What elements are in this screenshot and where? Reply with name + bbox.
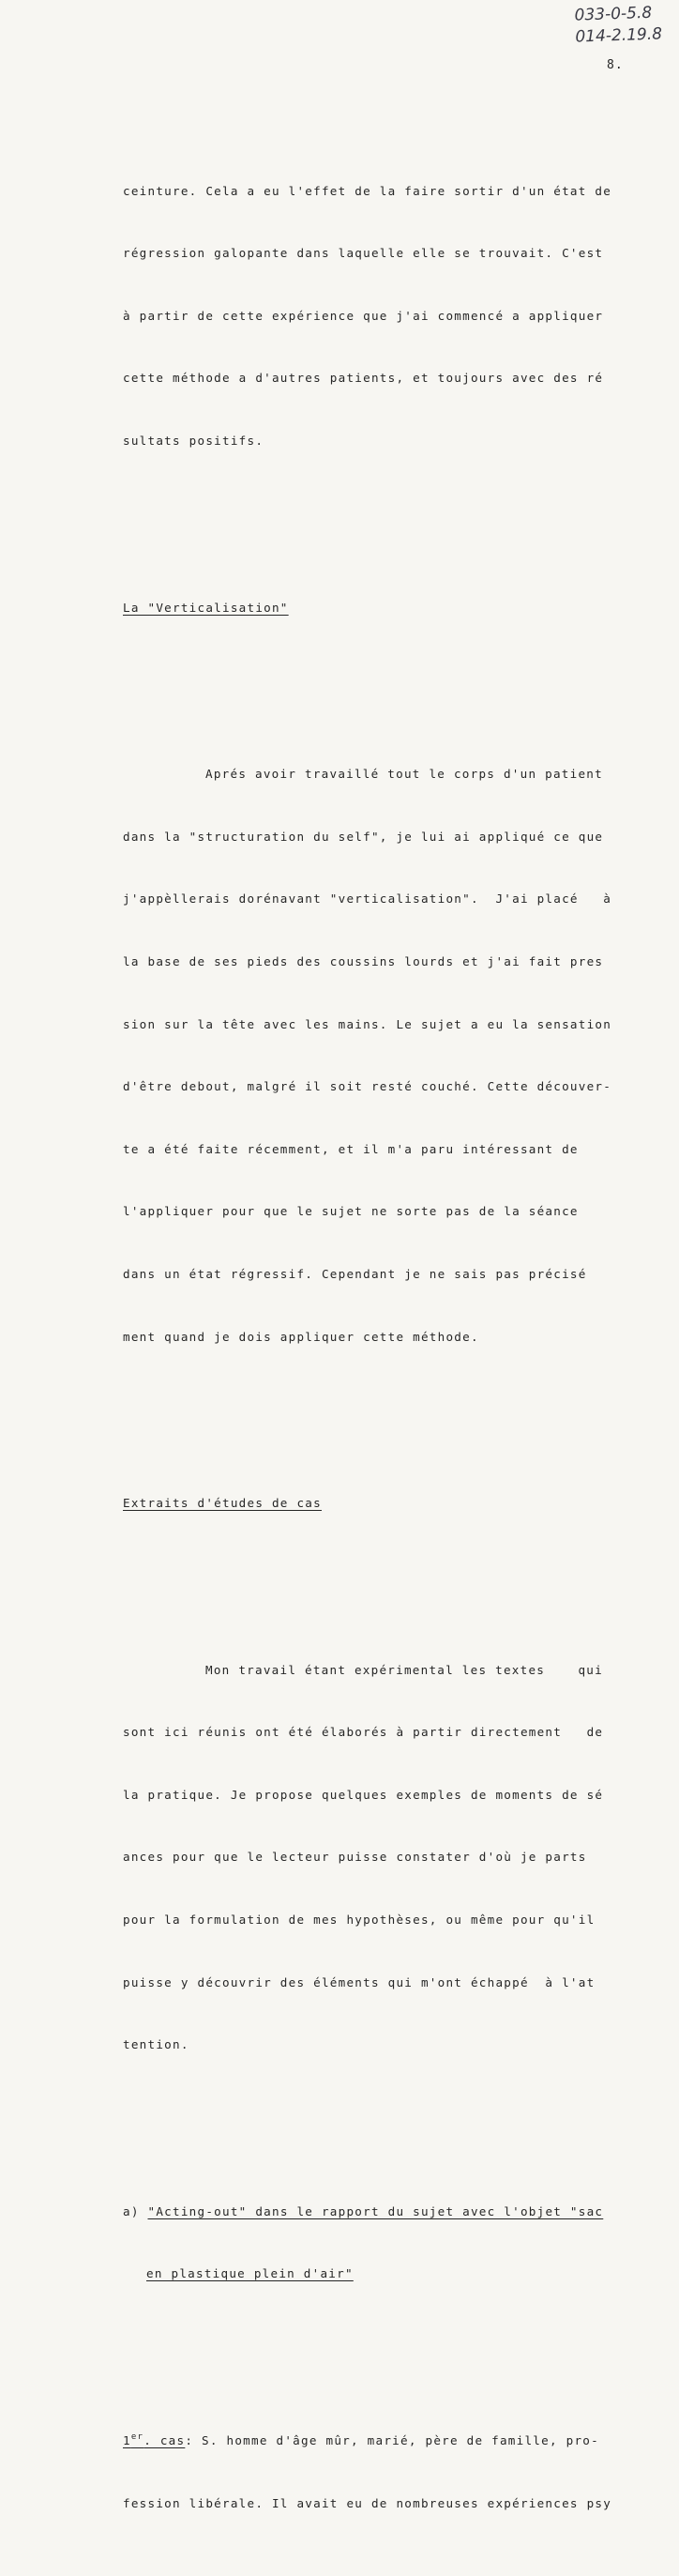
- paragraph-line: j'appèllerais dorénavant "verticalisation". J'ai placé à: [123, 892, 612, 907]
- paragraph-line: l'appliquer pour que le sujet ne sorte pas de la séance: [123, 1204, 579, 1219]
- paragraph-line: dans un état régressif. Cependant je ne sais pas précisé: [123, 1266, 587, 1281]
- paragraph-line: ceinture. Cela a eu l'effet de la faire sortir d'un état de: [123, 183, 612, 198]
- paragraph-line: cette méthode a d'autres patients, et toujours avec des ré: [123, 371, 604, 386]
- case-intro-text: : S. homme d'âge mûr, marié, père de famille, pro-: [185, 2433, 599, 2448]
- paragraph-line: à partir de cette expérience que j'ai commencé a appliquer: [123, 308, 604, 323]
- subsection-title-line2: en plastique plein d'air": [146, 2266, 354, 2281]
- paragraph-line: puisse y découvrir des éléments qui m'ont échappé à l'at: [123, 1974, 596, 1989]
- archive-ref-line: 014-2.19.8: [575, 24, 663, 47]
- subsection-title-line1: "Acting-out" dans le rapport du sujet avec l'objet "sac: [147, 2203, 604, 2218]
- body-text: [123, 118, 620, 2576]
- paragraph-line: la base de ses pieds des coussins lourds et j'ai fait pres: [123, 953, 604, 968]
- paragraph-line: sion sur la tête avec les mains. Le sujet a eu la sensation: [123, 1016, 612, 1031]
- paragraph-line: ances pour que le lecteur puisse constater d'où je parts: [123, 1850, 587, 1865]
- section-heading-text: La "Verticalisation": [123, 600, 289, 615]
- paragraph-line: sultats positifs.: [123, 433, 264, 448]
- paragraph-line: dans la "structuration du self", je lui ai appliqué ce que: [123, 829, 604, 844]
- paragraph-line: Aprés avoir travaillé tout le corps d'un patient: [205, 767, 603, 782]
- subsection-marker: a): [123, 2203, 148, 2218]
- subsection-heading-continued: [123, 2264, 620, 2284]
- paragraph-line: fession libérale. Il avait eu de nombreuses expériences psy: [123, 2495, 612, 2510]
- paragraph-line: régression galopante dans laquelle elle se trouvait. C'est: [123, 246, 604, 261]
- case-number: 1: [123, 2433, 131, 2448]
- paragraph-line: te a été faite récemment, et il m'a paru intéressant de: [123, 1141, 579, 1156]
- page-number: 8.: [607, 58, 624, 72]
- paragraph-line: sont ici réunis ont été élaborés à partir directement de: [123, 1725, 604, 1740]
- paragraph-line: la pratique. Je propose quelques exemples de moments de sé: [123, 1787, 604, 1802]
- section-heading-text: Extraits d'études de cas: [123, 1496, 322, 1511]
- archive-reference-handwritten: [575, 2, 663, 48]
- paragraph-line: pour la formulation de mes hypothèses, ou même pour qu'il: [123, 1913, 596, 1928]
- paragraph-line: ment quand je dois appliquer cette méthode.: [123, 1329, 479, 1344]
- paragraph-line: d'être debout, malgré il soit resté couché. Cette découver-: [123, 1079, 612, 1094]
- paragraph-line: tention.: [123, 2037, 189, 2052]
- case-ordinal-superscript: er: [130, 2432, 144, 2443]
- case-label-suffix: . cas: [143, 2433, 186, 2448]
- archive-ref-line: 033-0-5.8: [574, 3, 653, 25]
- section-heading: [123, 1493, 620, 1514]
- paragraph-line: Mon travail étant expérimental les textes qui: [205, 1662, 603, 1677]
- section-heading: [123, 598, 620, 618]
- case-intro-line: [123, 2431, 620, 2451]
- subsection-heading: [123, 2202, 620, 2222]
- case-label: [123, 2433, 185, 2447]
